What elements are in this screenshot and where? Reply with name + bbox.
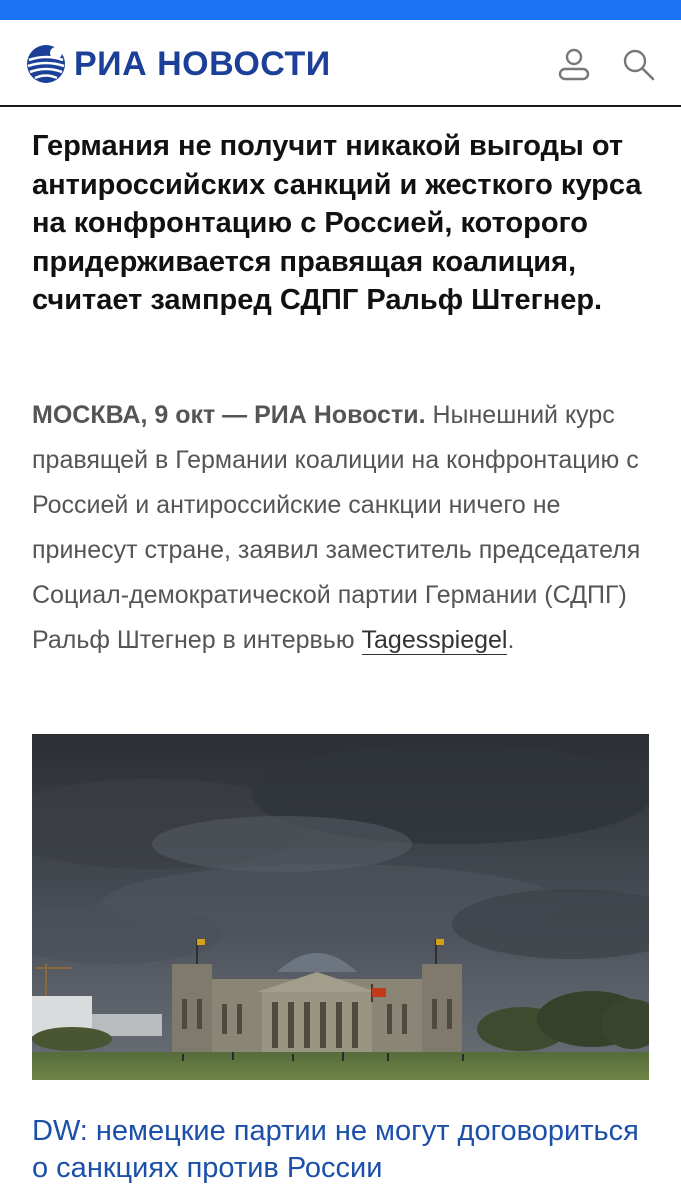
article-dateline: МОСКВА, 9 окт — РИА Новости.	[32, 401, 426, 429]
article-headline: Германия не получит никакой выгоды от антироссийских санкций и жесткого курса на конфронтацию с Россией, которого придерживается правящая коалиция, считает зампред СДПГ Ральф Штегнер.	[32, 130, 642, 316]
article-lead	[32, 393, 657, 663]
reichstag-illustration	[32, 734, 649, 1080]
related-article-link[interactable]: DW: немецкие партии не могут договориться о санкциях против России	[32, 1115, 639, 1184]
ria-logo[interactable]	[26, 44, 331, 84]
lead-end-punct: .	[507, 626, 515, 654]
ria-globe-icon	[26, 44, 66, 84]
source-link-tagesspiegel[interactable]: Tagesspiegel	[361, 626, 508, 654]
logo-text: РИА НОВОСТИ	[74, 45, 331, 83]
user-icon[interactable]	[556, 46, 592, 82]
search-icon[interactable]	[620, 46, 656, 82]
article-photo-reichstag[interactable]	[32, 734, 649, 1080]
top-accent-bar	[0, 0, 681, 20]
article-lead-text: Нынешний курс правящей в Германии коалиции на конфронтацию с Россией и антироссийские санкции ничего не принесут стране, заявил заместитель председателя Социал-демократической партии Германии (СДПГ) Ральф Штегнер в интервью	[32, 401, 641, 654]
site-header	[0, 20, 681, 107]
